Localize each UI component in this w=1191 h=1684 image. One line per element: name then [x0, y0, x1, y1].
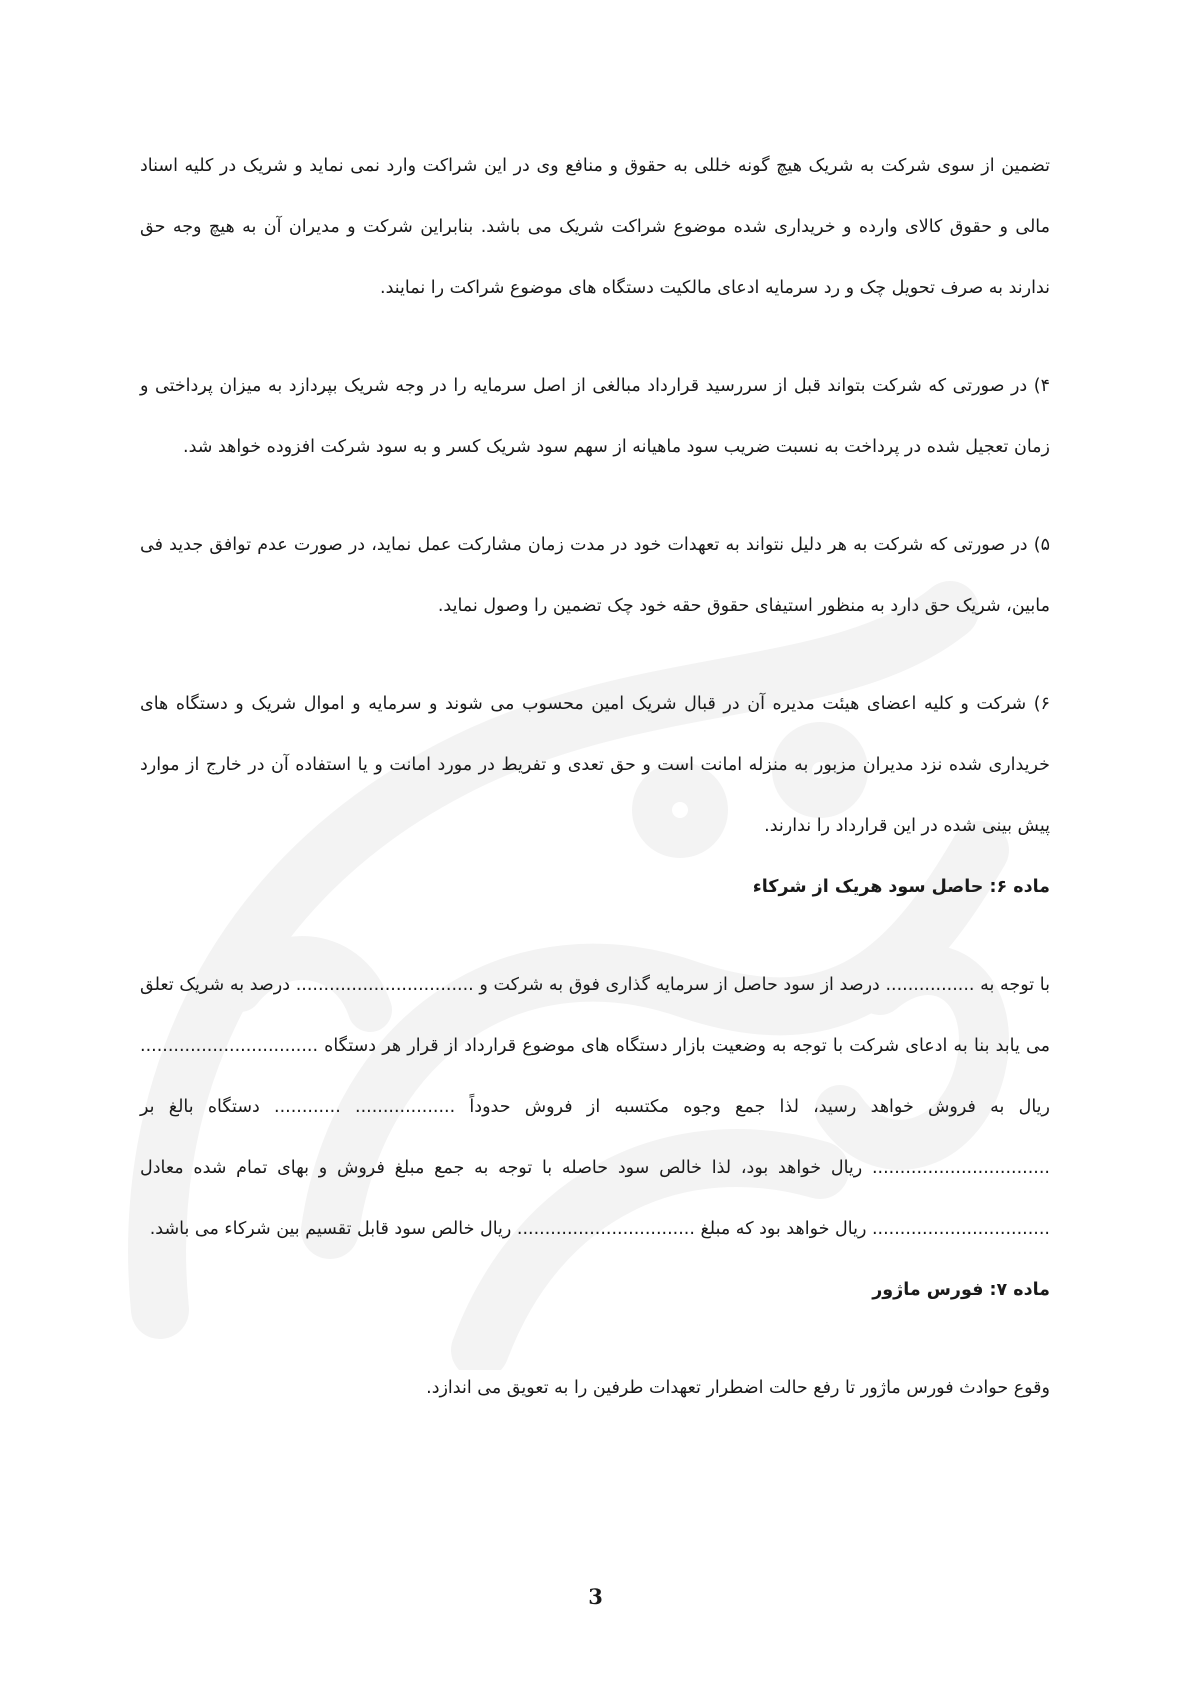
- clause-5-paragraph: ۵) در صورتی که شرکت به هر دلیل نتواند به تعهدات خود در مدت زمان مشارکت عمل نماید، در صورت عدم توافق جدید فی مابین، شریک حق دارد به منظور استیفای حقوق حقه خود چک تضمین را وصول نماید.: [140, 535, 1050, 616]
- intro-paragraph: تضمین از سوی شرکت به شریک هیچ گونه خللی به حقوق و منافع وی در این شراکت وارد نمی نماید و شریک در کلیه اسناد مالی و حقوق کالای وارده و خریداری شده موضوع شراکت شریک می باشد. بنابراین شرکت و مدیران آن به هیچ وجه حق ندارند به صرف تحویل چک و رد سرمایه ادعای مالکیت دستگاه های موضوع شراکت را نمایند.: [140, 156, 1050, 298]
- article-6-heading: ماده ۶: حاصل سود هریک از شرکاء: [752, 877, 1050, 897]
- page-content: [140, 136, 1050, 1419]
- article-6-body: با توجه به ................ درصد از سود حاصل از سرمایه گذاری فوق به شرکت و ................................ درصد به شریک تعلق می یابد بنا به ادعای شرکت با توجه به وضعیت بازار دستگاه های موضوع قرارداد از قرار هر دستگاه ................................ ریال به فروش خواهد رسید، لذا جمع وجوه مکتسبه از فروش حدوداً .................. ............ دستگاه بالغ بر ................................ ریال خواهد بود، لذا خالص سود حاصله با توجه به جمع مبلغ فروش و بهای تمام شده معادل ................................ ریال خواهد بود که مبلغ ................................ ریال خالص سود قابل تقسیم بین شرکاء می باشد.: [140, 975, 1050, 1239]
- article-7-heading: ماده ۷: فورس ماژور: [872, 1280, 1050, 1300]
- page-number: 3: [588, 1584, 603, 1609]
- clause-6-paragraph: ۶) شرکت و کلیه اعضای هیئت مدیره آن در قبال شریک امین محسوب می شوند و سرمایه و اموال شریک و دستگاه های خریداری شده نزد مدیران مزبور به منزله امانت است و حق تعدی و تفریط در مورد امانت و یا استفاده آن در خارج از موارد پیش بینی شده در این قرارداد را ندارند.: [140, 694, 1050, 836]
- article-7-body: وقوع حوادث فورس ماژور تا رفع حالت اضطرار تعهدات طرفین را به تعویق می اندازد.: [426, 1378, 1050, 1398]
- clause-4-paragraph: ۴) در صورتی که شرکت بتواند قبل از سررسید قرارداد مبالغی از اصل سرمایه را در وجه شریک بپردازد به میزان پرداختی و زمان تعجیل شده در پرداخت به نسبت ضریب سود ماهیانه از سهم سود شریک کسر و به سود شرکت افزوده خواهد شد.: [140, 376, 1050, 457]
